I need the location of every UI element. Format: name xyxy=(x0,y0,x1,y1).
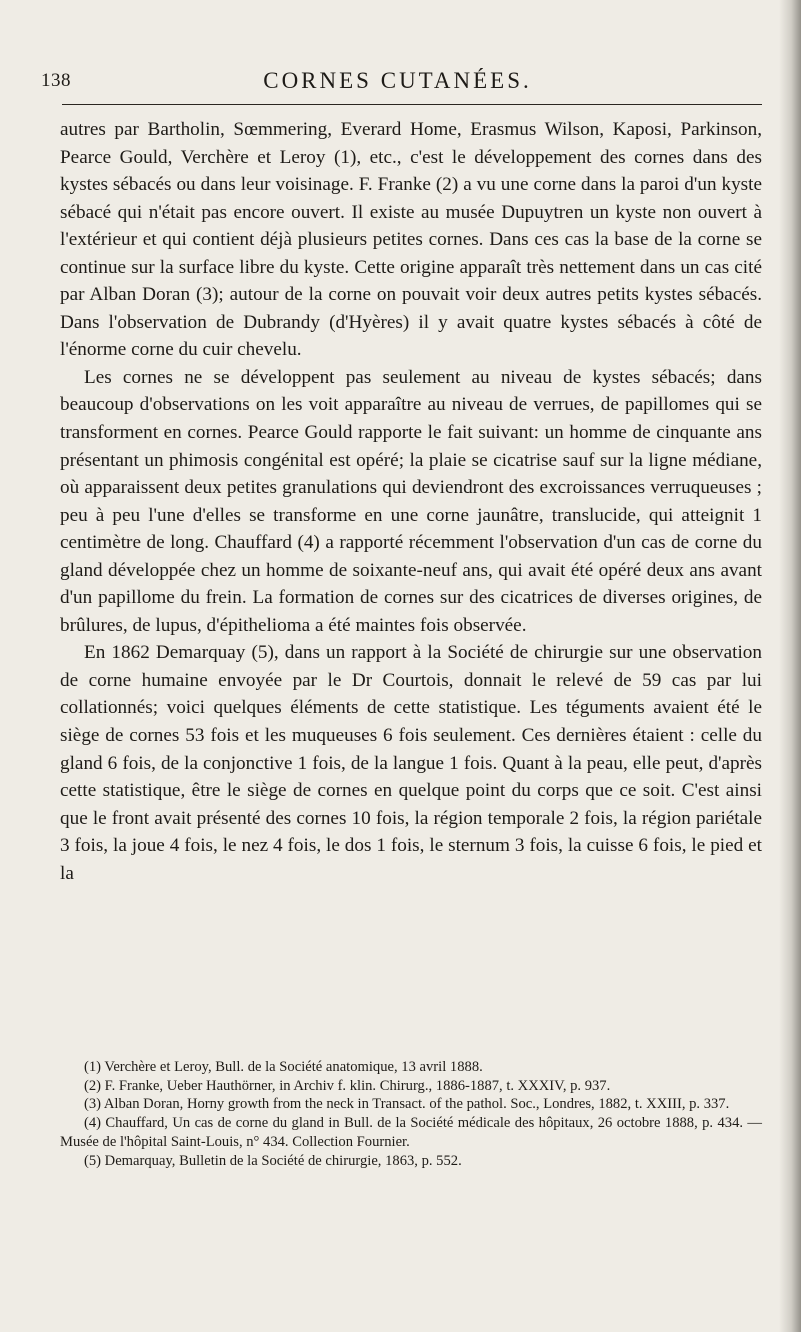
paragraph-1: autres par Bartholin, Sœmmering, Everard Home, Erasmus Wilson, Kaposi, Parkinson, Pearce Gould, Verchère et Leroy (1), etc., c'est le développement des cornes dans des kystes sébacés ou dans leur voisinage. F. Franke (2) a vu une corne dans la paroi d'un kyste sébacé qui n'était pas encore ouvert. Il existe au musée Dupuytren un kyste non ouvert à l'extérieur et qui contient déjà plusieurs petites cornes. Dans ces cas la base de la corne se continue sur la surface libre du kyste. Cette origine apparaît très nettement dans un cas cité par Alban Doran (3); autour de la corne on pouvait voir deux autres petits kystes sébacés. Dans l'observation de Dubrandy (d'Hyères) il y avait quatre kystes sébacés à côté de l'énorme corne du cuir chevelu. xyxy=(60,119,762,361)
page-header xyxy=(35,66,760,100)
footnote-3: (3) Alban Doran, Horny growth from the neck in Transact. of the pathol. Soc., Londres, 1882, t. XXIII, p. 337. xyxy=(84,1096,730,1113)
running-title: CORNES CUTANÉES. xyxy=(263,68,532,93)
paragraph-2: Les cornes ne se développent pas seulement au niveau de kystes sébacés; dans beaucoup d'observations on les voit apparaître au niveau de verrues, de papillomes qui se transforment en cornes. Pearce Gould rapporte le fait suivant: un homme de cinquante ans présentant un phimosis congénital est opéré; la plaie se cicatrise sauf sur la ligne médiane, où apparaissent deux petites granulations qui deviendront des excroissances verruqueuses ; peu à peu l'une d'elles se transforme en une corne jaunâtre, translucide, qui atteignit 1 centimètre de long. Chauffard (4) a rapporté récemment l'observation d'un cas de corne du gland développée chez un homme de soixante-neuf ans, qui avait été opéré deux ans avant d'un papillome du frein. La formation de cornes sur des cicatrices de diverses origines, de brûlures, de lupus, d'épithelioma a été maintes fois observée. xyxy=(60,366,762,636)
page-edge-shadow xyxy=(779,0,801,1332)
footnote-4: (4) Chauffard, Un cas de corne du gland in Bull. de la Société médicale des hôpitaux, 26 octobre 1888, p. 434. — Musée de l'hôpital Saint-Louis, n° 434. Collection Fournier. xyxy=(60,1115,762,1150)
header-rule xyxy=(62,104,762,105)
paragraph-3: En 1862 Demarquay (5), dans un rapport à la Société de chirurgie sur une observation de corne humaine envoyée par le Dr Courtois, donnait le relevé de 59 cas par lui collationnés; voici quelques éléments de cette statistique. Les téguments avaient été le siège de cornes 53 fois et les muqueuses 6 fois seulement. Ces dernières étaient : celle du gland 6 fois, de la conjonctive 1 fois, de la langue 1 fois. Quant à la peau, elle peut, d'après cette statistique, être le siège de cornes en quelque point du corps que ce soit. C'est ainsi que le front avait présenté des cornes 10 fois, la région temporale 2 fois, la région pariétale 3 fois, la joue 4 fois, le nez 4 fois, le dos 1 fois, le sternum 3 fois, la cuisse 6 fois, le pied et la xyxy=(60,642,762,884)
footnote-5: (5) Demarquay, Bulletin de la Société de chirurgie, 1863, p. 552. xyxy=(84,1152,462,1169)
footnote-2: (2) F. Franke, Ueber Hauthörner, in Archiv f. klin. Chirurg., 1886-1887, t. XXXIV, p. 937. xyxy=(84,1077,611,1094)
page-number: 138 xyxy=(41,70,71,91)
body-text xyxy=(60,116,762,887)
footnote-1: (1) Verchère et Leroy, Bull. de la Société anatomique, 13 avril 1888. xyxy=(84,1059,483,1075)
footnotes xyxy=(60,1058,762,1170)
